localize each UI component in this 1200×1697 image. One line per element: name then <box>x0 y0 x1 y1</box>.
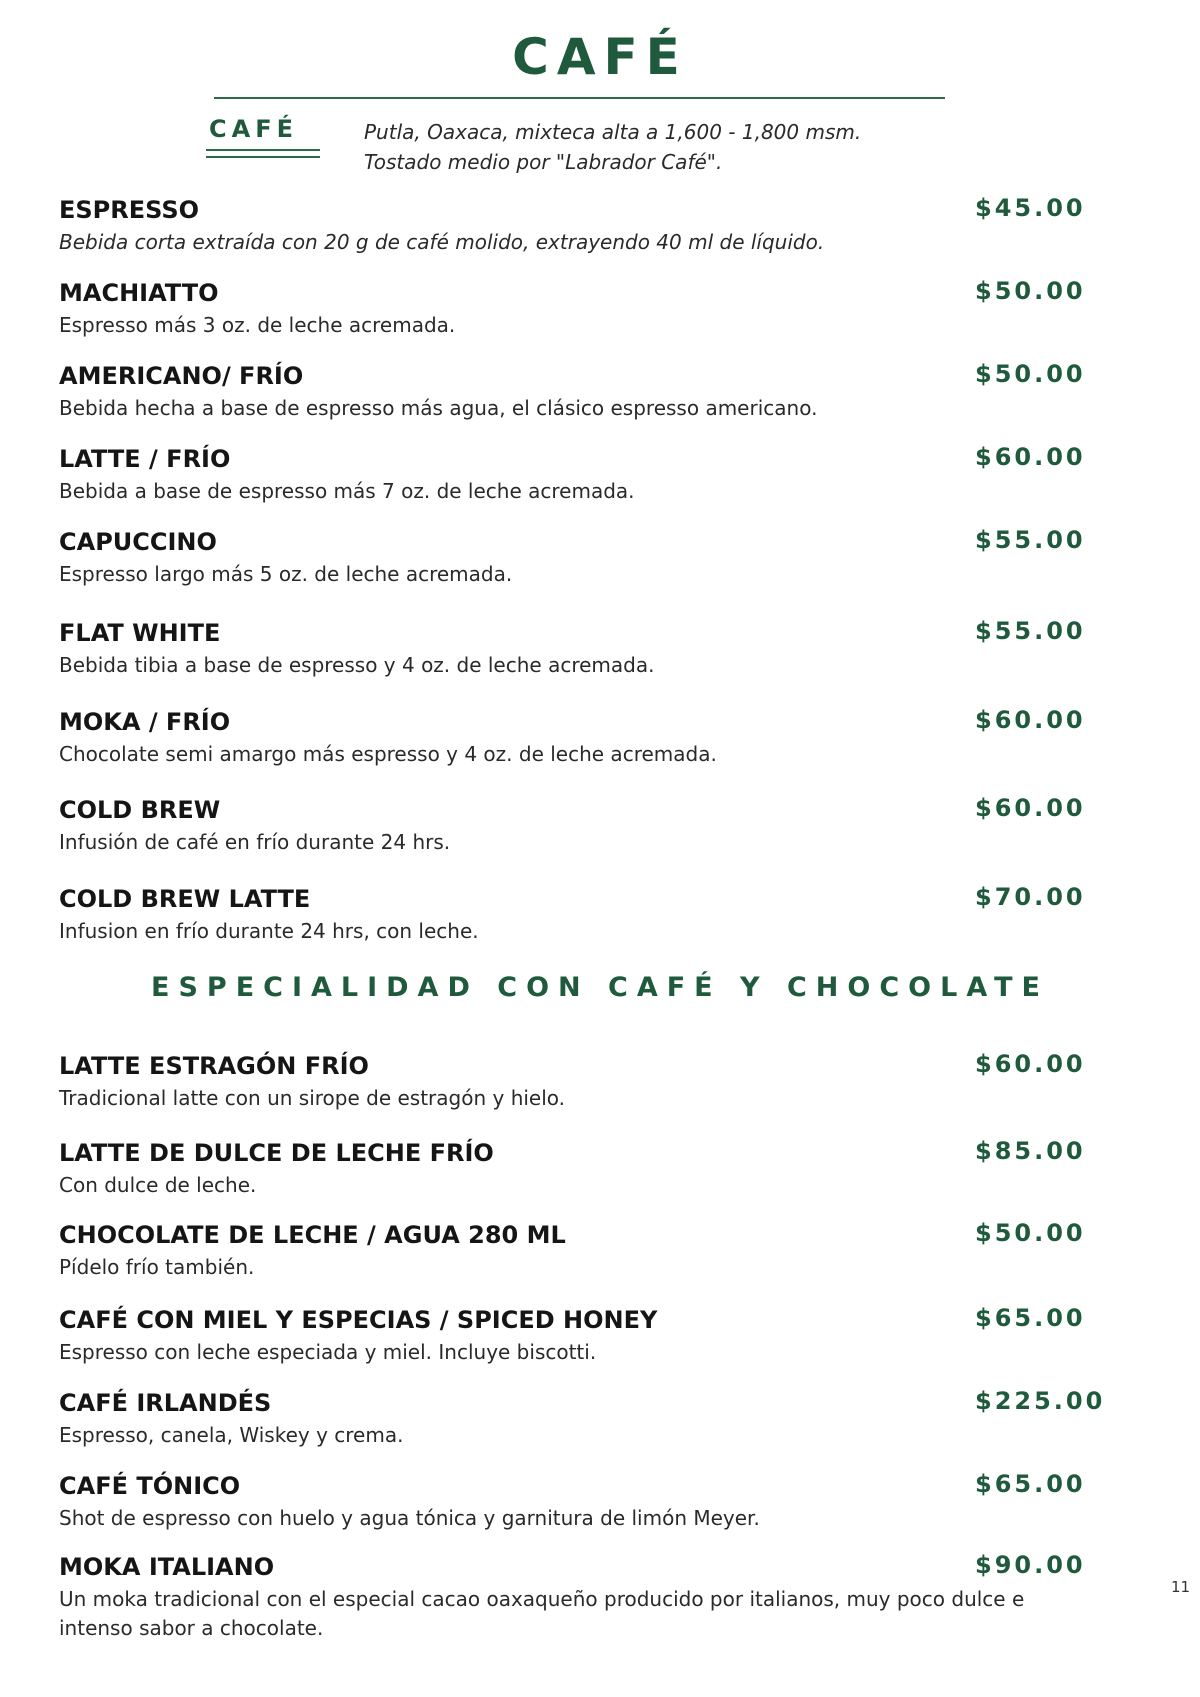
menu-item <box>59 277 1086 340</box>
item-description: Shot de espresso con huelo y agua tónica y garnitura de limón Meyer. <box>59 1506 760 1530</box>
subhead-underline <box>206 149 320 151</box>
subhead-underline <box>206 156 320 158</box>
item-name: COLD BREW <box>59 796 221 824</box>
menu-item <box>59 526 1086 589</box>
item-price: $70.00 <box>975 883 1086 911</box>
item-description: Pídelo frío también. <box>59 1255 255 1279</box>
item-description: Chocolate semi amargo más espresso y 4 oz. de leche acremada. <box>59 742 717 766</box>
menu-item <box>59 617 1086 680</box>
item-name: CAFÉ CON MIEL Y ESPECIAS / SPICED HONEY <box>59 1306 658 1334</box>
item-price: $50.00 <box>975 360 1086 388</box>
item-price: $90.00 <box>975 1551 1086 1579</box>
menu-item <box>59 1050 1086 1113</box>
menu-item <box>59 443 1086 506</box>
item-description: Espresso, canela, Wiskey y crema. <box>59 1423 404 1447</box>
item-name: LATTE ESTRAGÓN FRÍO <box>59 1052 369 1080</box>
page-title: CAFÉ <box>512 28 688 86</box>
item-description: Infusión de café en frío durante 24 hrs. <box>59 830 451 854</box>
origin-line: Putla, Oaxaca, mixteca alta a 1,600 - 1,800 msm. <box>364 120 862 144</box>
item-description: Espresso con leche especiada y miel. Incluye biscotti. <box>59 1340 597 1364</box>
item-description: Un moka tradicional con el especial cacao oaxaqueño producido por italianos, muy poco dulce e intenso sabor a chocolate. <box>59 1587 1025 1640</box>
item-name: AMERICANO/ FRÍO <box>59 362 304 390</box>
item-price: $60.00 <box>975 443 1086 471</box>
menu-item <box>59 883 1086 946</box>
menu-item <box>59 1387 1106 1450</box>
item-name: CAFÉ IRLANDÉS <box>59 1389 272 1417</box>
item-description: Espresso más 3 oz. de leche acremada. <box>59 313 456 337</box>
specialty-section-heading: ESPECIALIDAD CON CAFÉ Y CHOCOLATE <box>151 972 1049 1003</box>
item-description: Bebida tibia a base de espresso y 4 oz. de leche acremada. <box>59 653 655 677</box>
menu-item <box>59 360 1086 423</box>
cafe-subhead-label: CAFÉ <box>209 115 298 143</box>
item-price: $55.00 <box>975 617 1086 645</box>
item-name: COLD BREW LATTE <box>59 885 311 913</box>
menu-item <box>59 1304 1086 1367</box>
menu-item <box>59 1219 1086 1282</box>
menu-item <box>59 794 1086 857</box>
item-name: FLAT WHITE <box>59 619 221 647</box>
item-price: $45.00 <box>975 194 1086 222</box>
item-price: $65.00 <box>975 1304 1086 1332</box>
item-name: CHOCOLATE DE LECHE / AGUA 280 ML <box>59 1221 566 1249</box>
title-divider <box>214 97 945 99</box>
menu-item <box>59 706 1086 769</box>
item-description: Bebida hecha a base de espresso más agua, el clásico espresso americano. <box>59 396 818 420</box>
item-description: Con dulce de leche. <box>59 1173 257 1197</box>
item-description: Tradicional latte con un sirope de estragón y hielo. <box>59 1086 566 1110</box>
item-price: $65.00 <box>975 1470 1086 1498</box>
item-name: CAFÉ TÓNICO <box>59 1472 241 1500</box>
item-description: Infusion en frío durante 24 hrs, con leche. <box>59 919 479 943</box>
item-price: $50.00 <box>975 1219 1086 1247</box>
item-price: $85.00 <box>975 1137 1086 1165</box>
item-price: $60.00 <box>975 1050 1086 1078</box>
item-name: MOKA / FRÍO <box>59 708 231 736</box>
roast-line: Tostado medio por "Labrador Café". <box>364 150 723 174</box>
item-name: CAPUCCINO <box>59 528 217 556</box>
item-name: LATTE / FRÍO <box>59 445 231 473</box>
menu-item <box>59 194 1086 257</box>
menu-item <box>59 1470 1086 1533</box>
item-description: Espresso largo más 5 oz. de leche acremada. <box>59 562 513 586</box>
item-price: $60.00 <box>975 794 1086 822</box>
item-description: Bebida corta extraída con 20 g de café molido, extrayendo 40 ml de líquido. <box>59 230 825 254</box>
item-name: LATTE DE DULCE DE LECHE FRÍO <box>59 1139 494 1167</box>
item-price: $50.00 <box>975 277 1086 305</box>
menu-item <box>59 1137 1086 1200</box>
page-number: 11 <box>1171 1578 1191 1596</box>
item-name: ESPRESSO <box>59 196 200 224</box>
item-price: $55.00 <box>975 526 1086 554</box>
item-description: Bebida a base de espresso más 7 oz. de leche acremada. <box>59 479 635 503</box>
item-price: $60.00 <box>975 706 1086 734</box>
item-price: $225.00 <box>975 1387 1106 1415</box>
menu-item <box>59 1551 1086 1643</box>
item-name: MOKA ITALIANO <box>59 1553 275 1581</box>
item-name: MACHIATTO <box>59 279 219 307</box>
